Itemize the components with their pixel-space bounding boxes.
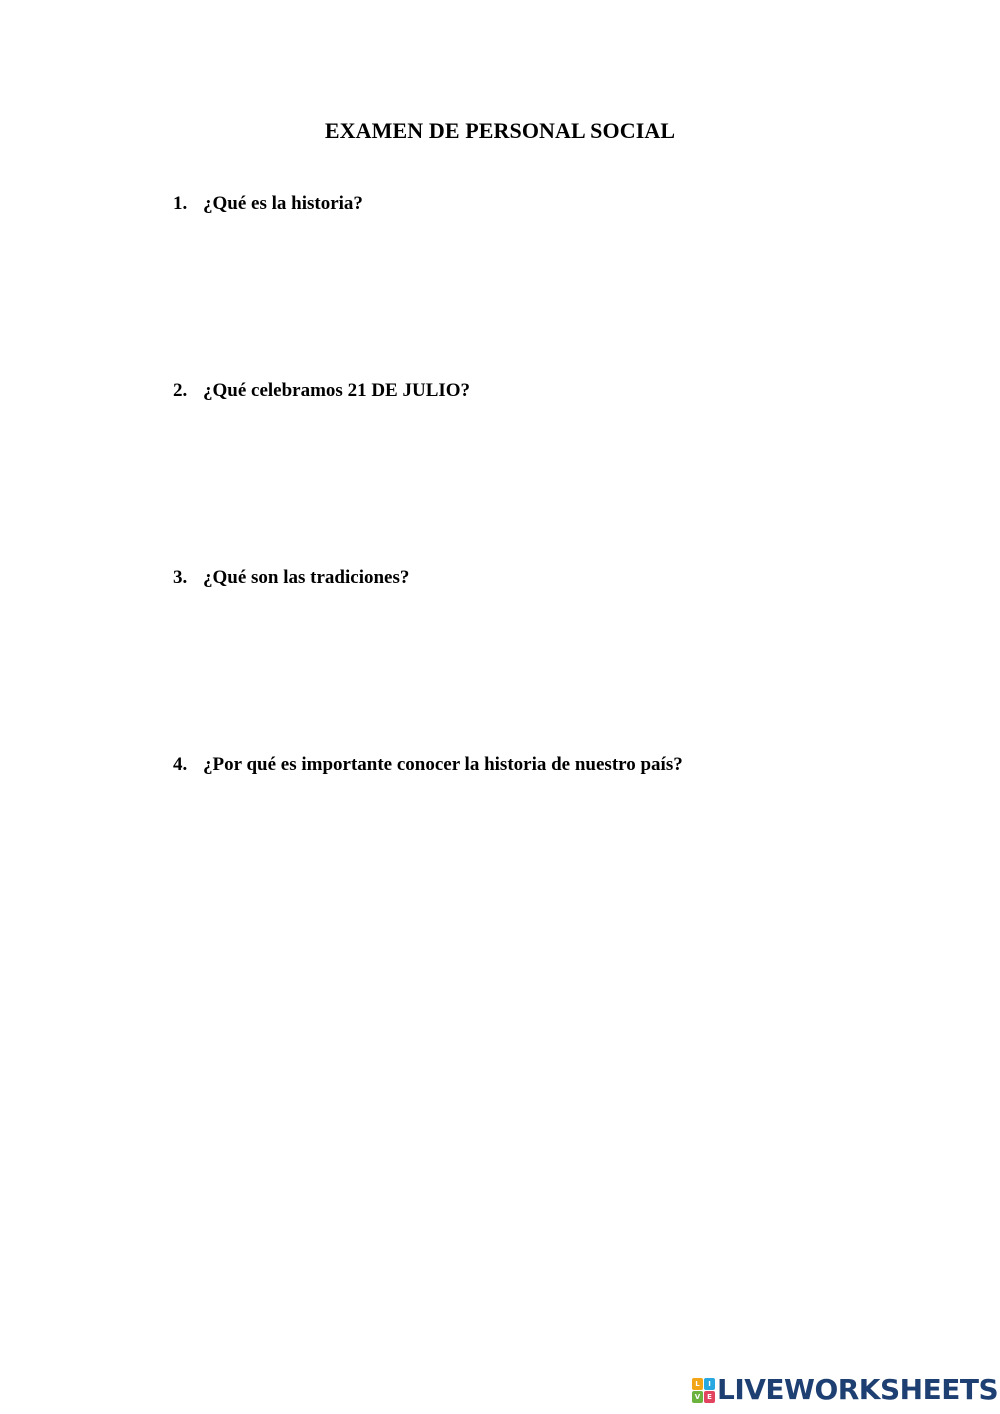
question-text: ¿Qué es la historia? [203, 193, 363, 214]
question-number: 1. [173, 193, 188, 214]
logo-mark-letter: I [704, 1378, 715, 1390]
question-4 [173, 754, 683, 776]
question-1 [173, 193, 363, 215]
question-number: 3. [173, 567, 188, 588]
question-3 [173, 567, 409, 589]
liveworksheets-mark-icon [692, 1378, 714, 1402]
page-title: EXAMEN DE PERSONAL SOCIAL [324, 118, 676, 143]
question-text: ¿Qué son las tradiciones? [203, 567, 410, 588]
logo-mark-letter: V [692, 1391, 703, 1403]
question-number: 4. [173, 754, 188, 775]
logo-mark-letter: E [704, 1391, 715, 1403]
logo-mark-letter: L [692, 1378, 703, 1390]
logo-text: LIVEWORKSHEETS [717, 1373, 999, 1406]
question-text: ¿Por qué es importante conocer la historia de nuestro país? [203, 754, 683, 775]
question-text: ¿Qué celebramos 21 DE JULIO? [203, 380, 471, 401]
question-2 [173, 380, 470, 402]
liveworksheets-logo [692, 1373, 999, 1406]
question-number: 2. [173, 380, 188, 401]
